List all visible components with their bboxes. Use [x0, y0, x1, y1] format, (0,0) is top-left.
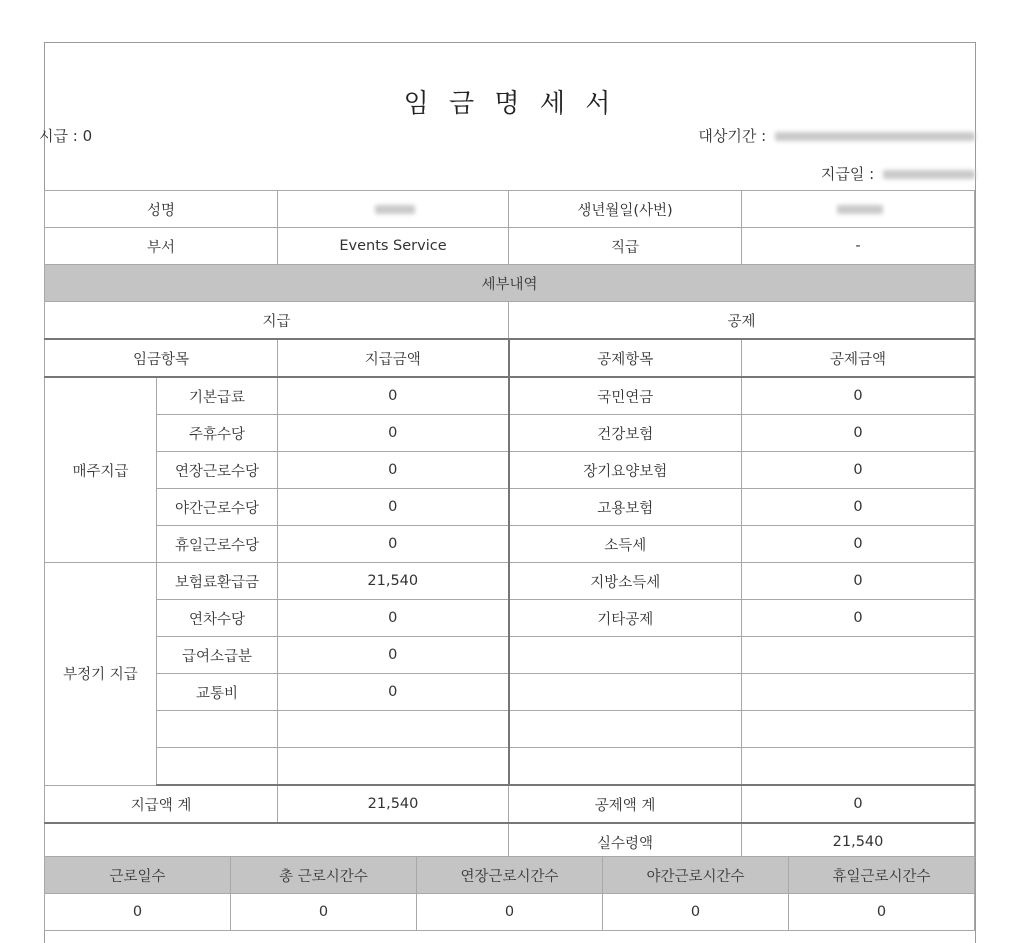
table-row	[45, 377, 975, 415]
empty-cell	[157, 748, 278, 786]
table-row	[45, 563, 975, 600]
deduct-total-value: 0	[742, 785, 975, 823]
dept-value: Events Service	[278, 228, 509, 265]
pay-amount: 21,540	[278, 563, 509, 600]
hours-header: 근로일수	[45, 857, 231, 894]
pay-amount: 0	[278, 377, 509, 415]
deduct-item: 국민연금	[509, 377, 742, 415]
pay-section-header: 지급	[45, 302, 509, 340]
hourly-rate: 시급 : 0	[39, 127, 93, 145]
empty-cell	[742, 748, 975, 786]
pay-item-header: 임금항목	[45, 339, 278, 377]
column-header-row	[45, 339, 975, 377]
pay-amount: 0	[278, 489, 509, 526]
redacted-birth	[837, 205, 883, 214]
target-period-label: 대상기간 :	[698, 127, 767, 145]
empty-cell	[742, 711, 975, 748]
deduct-amount: 0	[742, 489, 975, 526]
pay-amount: 0	[278, 674, 509, 711]
pay-deduct-row	[45, 302, 975, 340]
deduct-amount: 0	[742, 563, 975, 600]
deduct-item: 지방소득세	[509, 563, 742, 600]
redacted-period	[775, 132, 975, 141]
hours-value: 0	[45, 894, 231, 931]
name-label: 성명	[45, 191, 278, 228]
redacted-pay-date	[883, 170, 975, 179]
pay-date-label: 지급일 :	[820, 165, 875, 183]
table-row	[45, 489, 975, 526]
name-value	[278, 191, 509, 228]
pay-item: 교통비	[157, 674, 278, 711]
empty-cell	[157, 711, 278, 748]
deduct-item	[509, 674, 742, 711]
payslip-table	[44, 190, 975, 861]
table-row	[45, 600, 975, 637]
pay-item: 휴일근로수당	[157, 526, 278, 563]
deduct-item: 건강보험	[509, 415, 742, 452]
deduct-amount: 0	[742, 377, 975, 415]
hours-value-row	[45, 894, 975, 931]
pay-amount-header: 지급금액	[278, 339, 509, 377]
deduct-item: 소득세	[509, 526, 742, 563]
pay-total-value: 21,540	[278, 785, 509, 823]
empty-cell	[278, 748, 509, 786]
info-row-1	[45, 191, 975, 228]
deduct-amount: 0	[742, 526, 975, 563]
pay-date	[821, 163, 975, 184]
target-period	[698, 125, 975, 146]
hours-value: 0	[603, 894, 789, 931]
deduct-total-label: 공제액 계	[509, 785, 742, 823]
pay-amount: 0	[278, 526, 509, 563]
pay-item: 급여소급분	[157, 637, 278, 674]
document-title: 임 금 명 세 서	[403, 89, 617, 119]
weekly-group-label: 매주지급	[45, 377, 157, 563]
empty-cell	[509, 711, 742, 748]
birth-value	[742, 191, 975, 228]
pay-amount: 0	[278, 600, 509, 637]
deduct-item	[509, 637, 742, 674]
hours-value: 0	[789, 894, 975, 931]
deduct-amount	[742, 637, 975, 674]
hours-header: 총 근로시간수	[231, 857, 417, 894]
pay-item: 야간근로수당	[157, 489, 278, 526]
pay-total-label: 지급액 계	[45, 785, 278, 823]
redacted-name	[375, 205, 415, 214]
pay-amount: 0	[278, 452, 509, 489]
info-row-2	[45, 228, 975, 265]
table-row	[45, 526, 975, 563]
pay-item: 기본급료	[157, 377, 278, 415]
pay-item: 주휴수당	[157, 415, 278, 452]
dept-label: 부서	[45, 228, 278, 265]
deduct-section-header: 공제	[509, 302, 975, 340]
birth-label: 생년월일(사번)	[509, 191, 742, 228]
net-row	[45, 823, 975, 861]
hours-header-row	[45, 857, 975, 894]
deduct-amount	[742, 674, 975, 711]
hours-header: 휴일근로시간수	[789, 857, 975, 894]
deduct-amount: 0	[742, 415, 975, 452]
empty-cell	[509, 748, 742, 786]
net-label: 실수령액	[509, 823, 742, 861]
details-header: 세부내역	[45, 265, 975, 302]
deduct-amount: 0	[742, 452, 975, 489]
totals-row	[45, 785, 975, 823]
pay-amount: 0	[278, 637, 509, 674]
deduct-item: 고용보험	[509, 489, 742, 526]
hours-table	[44, 856, 975, 931]
deduct-amount-header: 공제금액	[742, 339, 975, 377]
pay-amount: 0	[278, 415, 509, 452]
table-row	[45, 674, 975, 711]
hours-header: 야간근로시간수	[603, 857, 789, 894]
table-row	[45, 415, 975, 452]
irregular-group-label: 부정기 지급	[45, 563, 157, 786]
hours-value: 0	[417, 894, 603, 931]
empty-cell	[278, 711, 509, 748]
deduct-item: 장기요양보험	[509, 452, 742, 489]
table-row-empty	[45, 711, 975, 748]
deduct-item-header: 공제항목	[509, 339, 742, 377]
rank-label: 직급	[509, 228, 742, 265]
deduct-amount: 0	[742, 600, 975, 637]
hours-value: 0	[231, 894, 417, 931]
pay-item: 연장근로수당	[157, 452, 278, 489]
hours-header: 연장근로시간수	[417, 857, 603, 894]
pay-item: 보험료환급금	[157, 563, 278, 600]
net-blank	[45, 823, 509, 861]
deduct-item: 기타공제	[509, 600, 742, 637]
details-header-row	[45, 265, 975, 302]
table-row	[45, 637, 975, 674]
table-row	[45, 452, 975, 489]
pay-item: 연차수당	[157, 600, 278, 637]
rank-value: -	[742, 228, 975, 265]
table-row-empty	[45, 748, 975, 786]
net-value: 21,540	[742, 823, 975, 861]
